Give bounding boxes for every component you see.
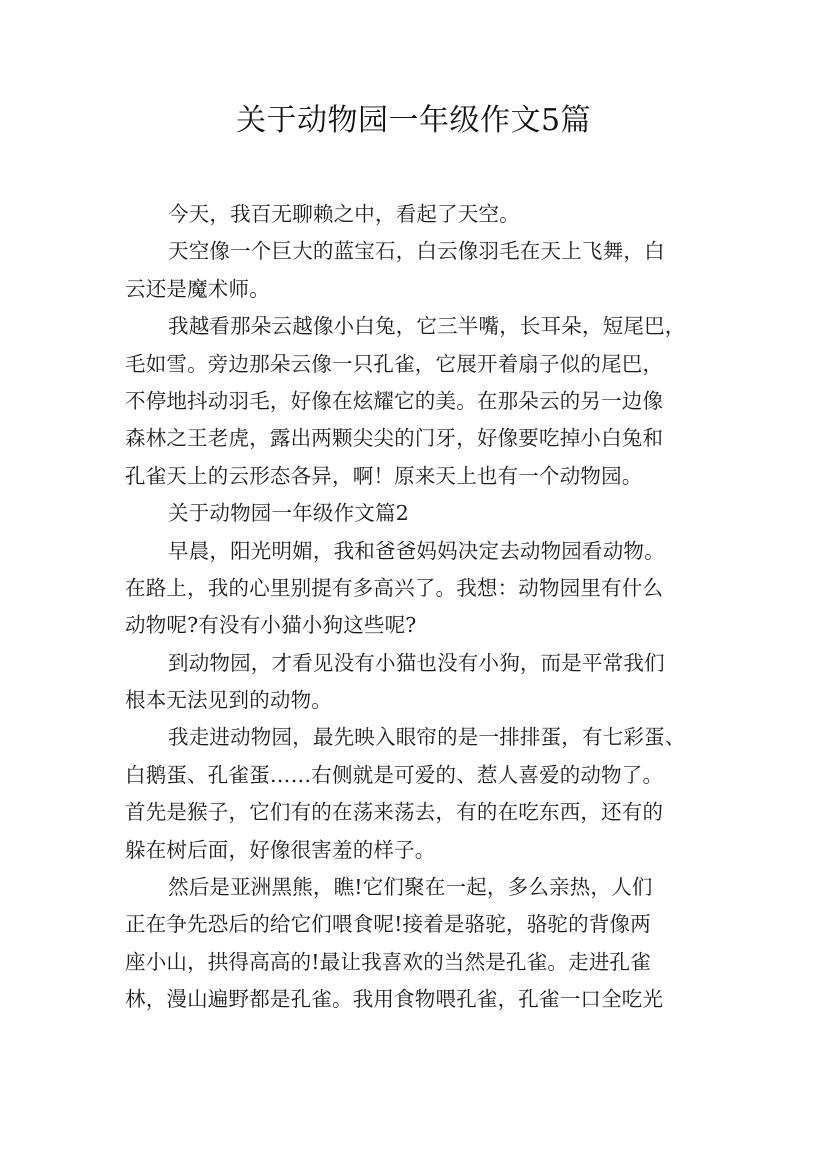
- text-line: 白鹅蛋、孔雀蛋……右侧就是可爱的、惹人喜爱的动物了。: [125, 762, 664, 787]
- text-line: 森林之王老虎，露出两颗尖尖的门牙，好像要吃掉小白兔和: [125, 426, 664, 451]
- text-line: 天空像一个巨大的蓝宝石，白云像羽毛在天上飞舞，白: [168, 239, 665, 264]
- text-line: 座小山，拱得高高的!最让我喜欢的当然是孔雀。走进孔雀: [125, 949, 651, 974]
- text-line: 到动物园，才看见没有小猫也没有小狗，而是平常我们: [168, 650, 665, 675]
- document-body: [125, 196, 715, 1019]
- text-line: 然后是亚洲黑熊，瞧!它们聚在一起，多么亲热，人们: [168, 875, 653, 900]
- text-line: 早晨，阳光明媚，我和爸爸妈妈决定去动物园看动物。: [168, 538, 665, 563]
- text-line: 在路上，我的心里别提有多高兴了。我想：动物园里有什么: [125, 575, 664, 600]
- text-line: 关于动物园一年级作文篇2: [168, 501, 409, 526]
- text-line: 我走进动物园，最先映入眼帘的是一排排蛋，有七彩蛋、: [168, 725, 686, 750]
- text-line: 云还是魔术师。: [125, 276, 270, 301]
- text-line: 毛如雪。旁边那朵云像一只孔雀，它展开着扇子似的尾巴，: [125, 351, 664, 376]
- text-line: 孔雀天上的云形态各异，啊！原来天上也有一个动物园。: [125, 463, 643, 488]
- text-line: 今天，我百无聊赖之中，看起了天空。: [168, 202, 520, 226]
- text-line: 躲在树后面，好像很害羞的样子。: [125, 837, 436, 862]
- text-line: 首先是猴子，它们有的在荡来荡去，有的在吃东西，还有的: [125, 800, 664, 825]
- text-line: 根本无法见到的动物。: [125, 688, 332, 713]
- text-line: 动物呢?有没有小猫小狗这些呢?: [125, 613, 417, 638]
- text-line: 不停地抖动羽毛，好像在炫耀它的美。在那朵云的另一边像: [125, 388, 664, 413]
- text-line: 我越看那朵云越像小白兔，它三半嘴，长耳朵，短尾巴，: [168, 314, 686, 339]
- text-line: 林，漫山遍野都是孔雀。我用食物喂孔雀，孔雀一口全吃光: [125, 987, 664, 1012]
- document-title: 关于动物园一年级作文5篇: [235, 103, 592, 138]
- text-line: 正在争先恐后的给它们喂食呢!接着是骆驼，骆驼的背像两: [125, 912, 651, 937]
